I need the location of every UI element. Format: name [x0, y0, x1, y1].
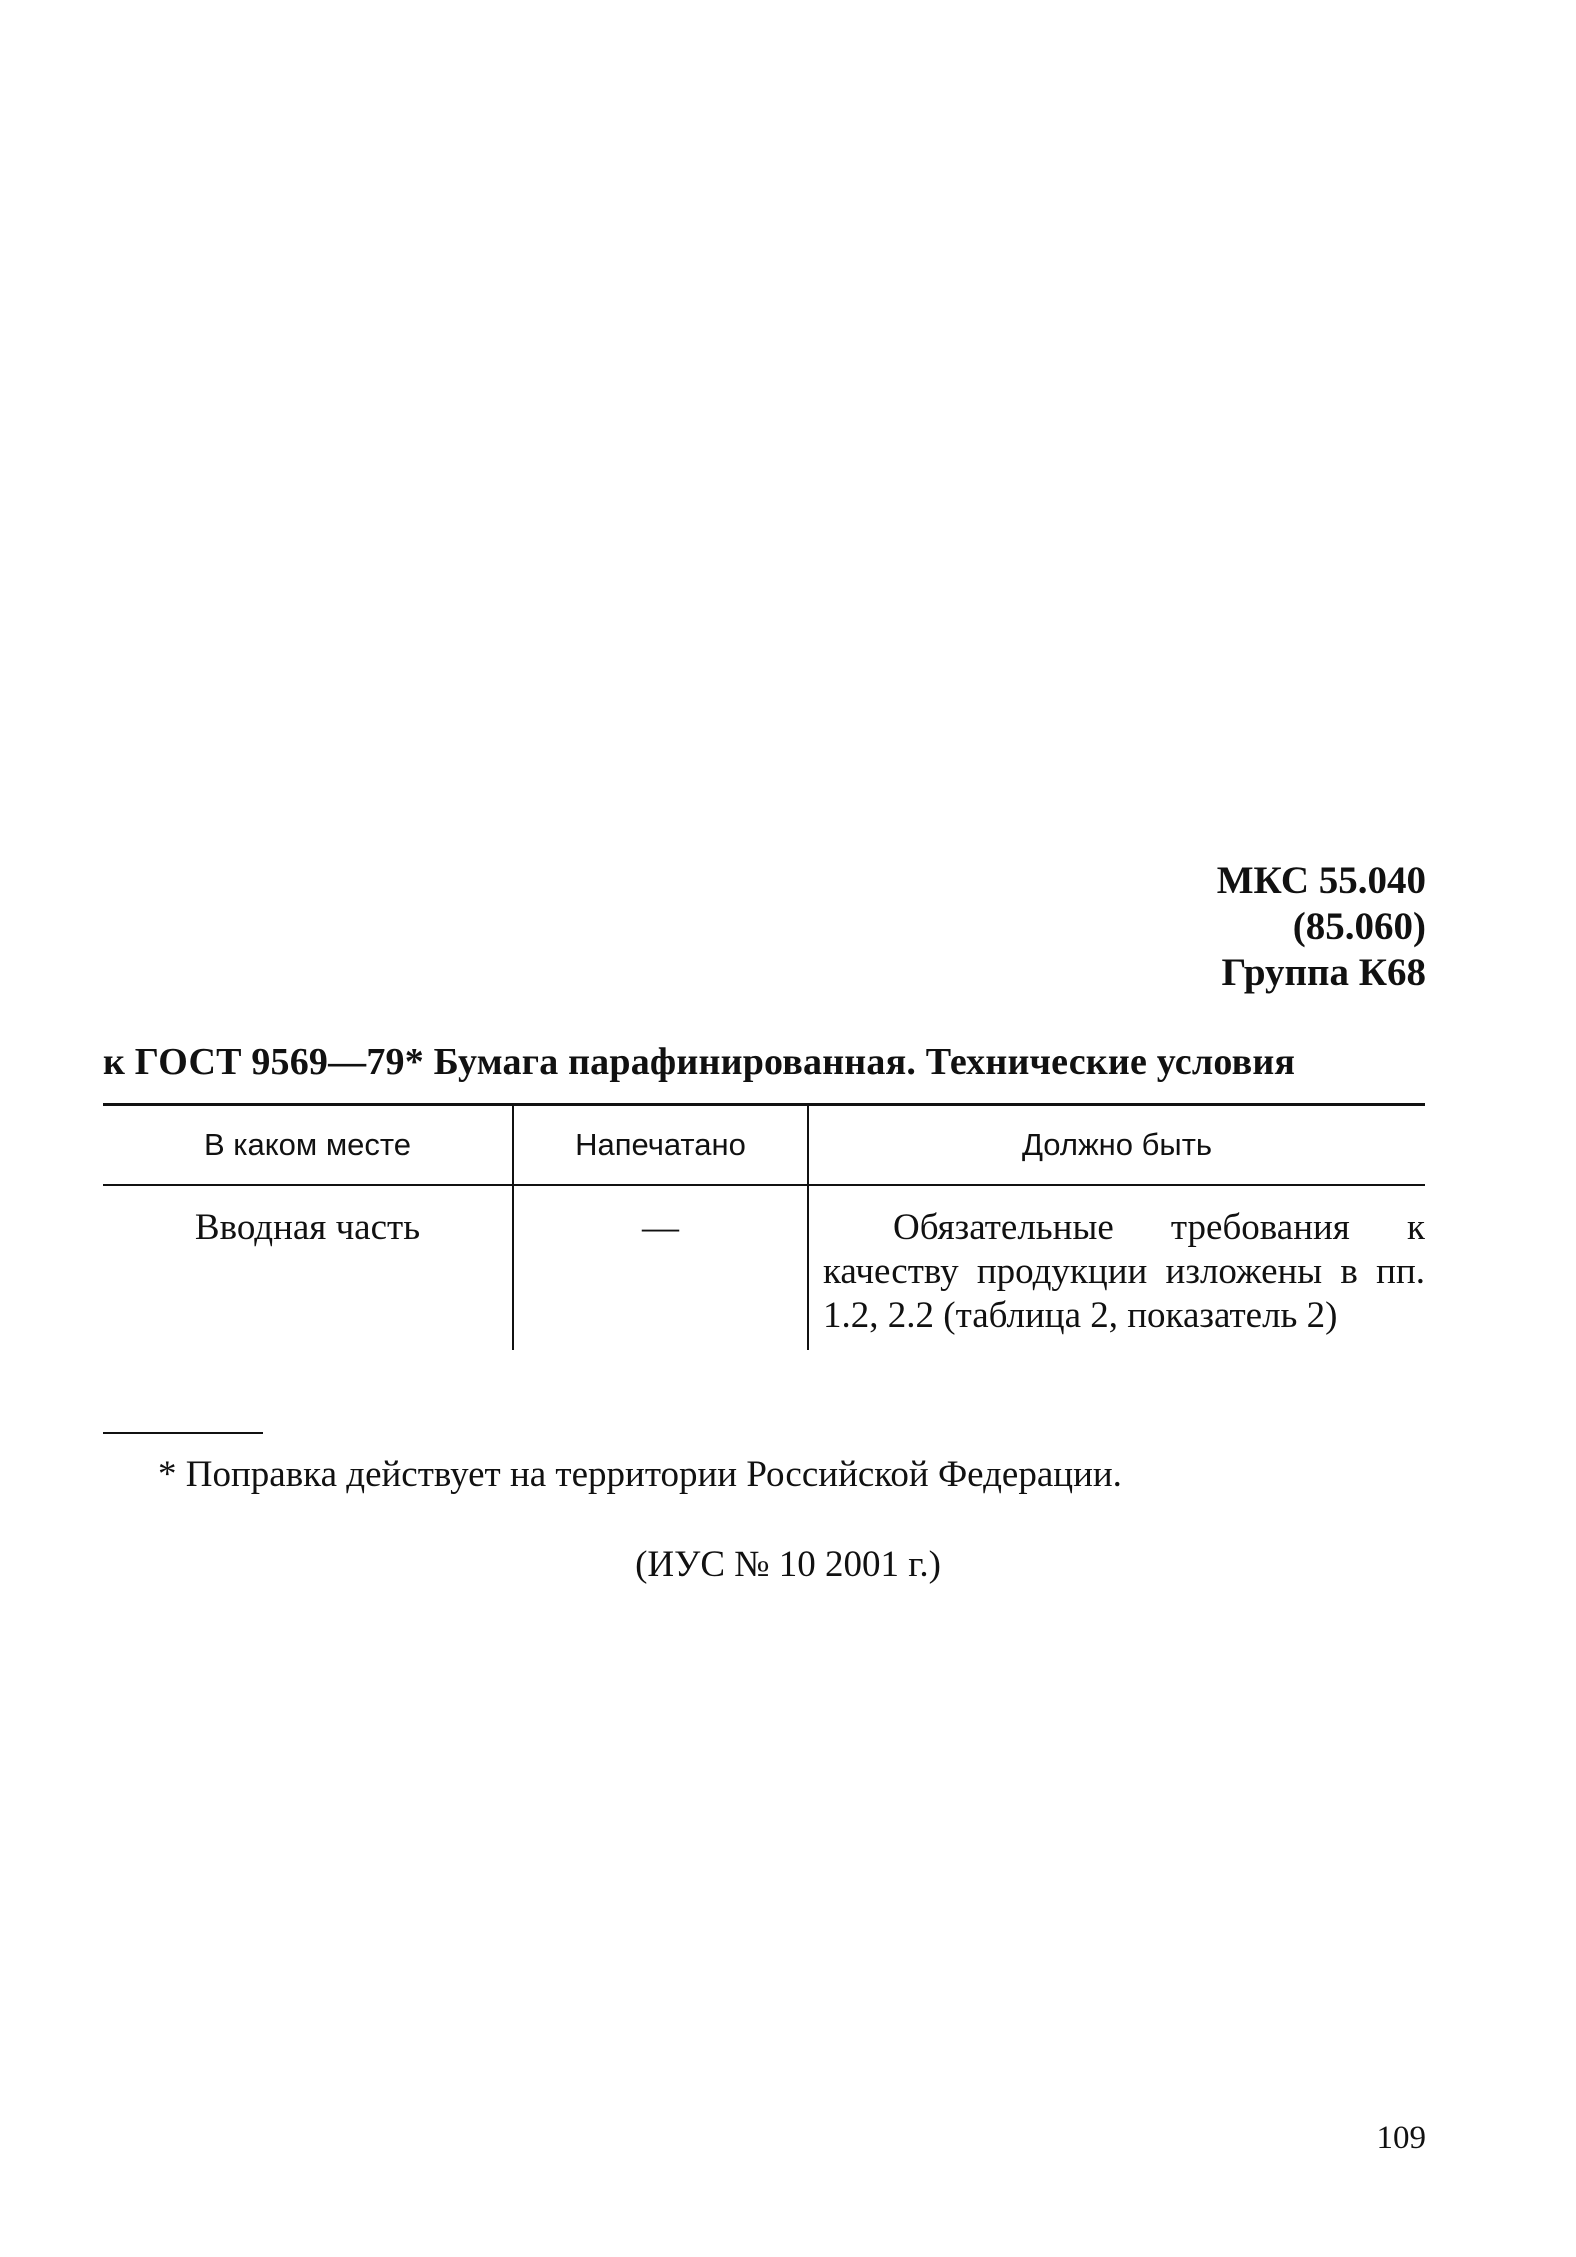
cell-printed: —	[513, 1185, 808, 1350]
header-place: В каком месте	[204, 1127, 411, 1162]
footnote-divider	[103, 1432, 263, 1434]
page-number: 109	[1376, 2120, 1426, 2156]
classification-block	[1217, 858, 1426, 996]
cell-place: Вводная часть	[194, 1207, 421, 1248]
document-title: к ГОСТ 9569—79* Бумага парафинированная. Технические условия	[103, 1041, 1296, 1083]
amendment-table	[103, 1103, 1425, 1350]
footnote: * Поправка действует на территории Российской Федерации.	[158, 1454, 1122, 1495]
source-reference: (ИУС № 10 2001 г.)	[635, 1544, 941, 1585]
table-header-row	[103, 1105, 1425, 1186]
mks-code: МКС 55.040	[1216, 859, 1426, 902]
mks-alt-code: (85.060)	[1292, 905, 1426, 948]
header-should-be: Должно быть	[808, 1105, 1425, 1186]
header-printed: Напечатано	[513, 1105, 808, 1186]
group-code: Группа К68	[1221, 951, 1426, 994]
table-row	[103, 1185, 1425, 1350]
cell-should-be: Обязательные требования к качеству продукции изложены в пп. 1.2, 2.2 (таблица 2, показатель 2)	[808, 1185, 1425, 1350]
